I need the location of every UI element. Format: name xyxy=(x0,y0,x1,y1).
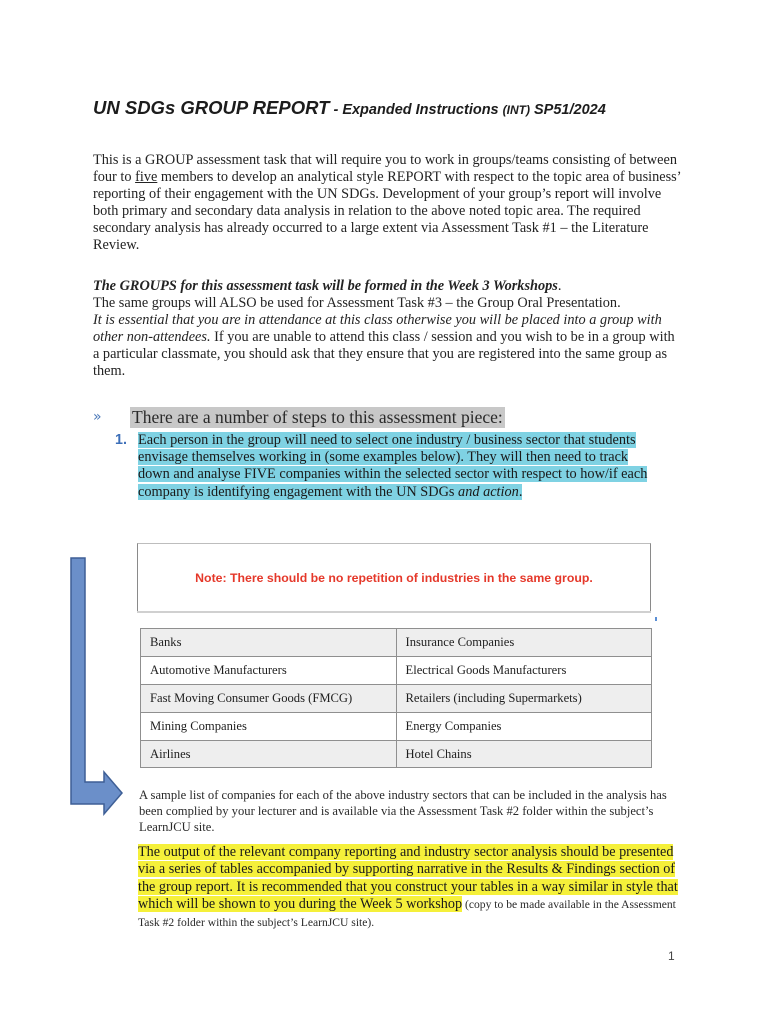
intro-text-2: members to develop an analytical style REPORT with respect to the topic area of business’ reporting of their engagement with the UN SDGs. Development of your group’s report will involve both primary and secondary data analysis in relation to the above noted topic area. The required secondary analysis has already occurred to a large extent via Assessment Task #1 – the Literature Review. xyxy=(93,168,681,253)
decorative-tick xyxy=(655,617,657,621)
output-highlighted: The output of the relevant company reporting and industry sector analysis should be presented via a series of tables accompanied by supporting narrative in the Results & Findings section of the group report. It is recommended that you construct your tables in a way similar in style that which will be shown to you during the Week 5 workshop xyxy=(138,844,678,913)
groups-italic-note: It is essential that you are in attendance at this class otherwise you will be placed into a group with other non-attendees. xyxy=(93,311,662,345)
output-paragraph xyxy=(138,844,678,931)
step-1-number: 1. xyxy=(115,432,127,448)
table-cell: Electrical Goods Manufacturers xyxy=(396,657,652,685)
groups-line-2: The same groups will ALSO be used for Assessment Task #3 – the Group Oral Presentation. xyxy=(93,294,621,311)
table-row xyxy=(141,713,652,741)
intro-text-1: This is a GROUP assessment task that will require you to work in groups/teams consisting of between four to xyxy=(93,152,677,185)
table-cell: Banks xyxy=(141,629,397,657)
table-row xyxy=(141,741,652,768)
table-cell: Energy Companies xyxy=(396,713,652,741)
table-cell: Hotel Chains xyxy=(396,741,652,768)
page-number: 1 xyxy=(668,949,675,963)
industry-sectors-table xyxy=(140,628,652,768)
groups-heading: The GROUPS for this assessment task will be formed in the Week 3 Workshops xyxy=(93,278,558,294)
table-cell: Mining Companies xyxy=(141,713,397,741)
title-code: SP51/2024 xyxy=(529,102,606,118)
table-cell: Insurance Companies xyxy=(396,629,652,657)
intro-underlined: five xyxy=(135,168,158,185)
chevron-bullet-icon: » xyxy=(93,409,102,425)
steps-heading-row xyxy=(93,407,693,429)
output-small-note: (copy to be made available in the Assessment Task #2 folder within the subject’s LearnJCU site). xyxy=(138,898,676,929)
table-cell: Fast Moving Consumer Goods (FMCG) xyxy=(141,685,397,713)
groups-paragraph xyxy=(93,278,683,379)
groups-heading-end: . xyxy=(557,278,562,294)
title-main: UN SDGs GROUP REPORT xyxy=(93,97,330,118)
table-cell: Retailers (including Supermarkets) xyxy=(396,685,652,713)
step-1-italic: and action xyxy=(454,483,519,500)
note-box xyxy=(137,543,651,611)
table-row xyxy=(141,629,652,657)
steps-heading: There are a number of steps to this assessment piece: xyxy=(132,407,503,427)
title-tag: (INT) xyxy=(502,103,530,117)
title-sub: - Expanded Instructions xyxy=(329,102,503,118)
table-row xyxy=(141,657,652,685)
table-cell: Automotive Manufacturers xyxy=(141,657,397,685)
bent-arrow-icon xyxy=(66,556,126,816)
step-1-end: . xyxy=(518,483,523,500)
sample-list-paragraph: A sample list of companies for each of the above industry sectors that can be included in the analysis has been complied by your lecturer and is available via the Assessment Task #2 folder within the subject’s LearnJCU site. xyxy=(139,788,667,834)
intro-paragraph xyxy=(93,152,683,253)
note-text: Note: There should be no repetition of industries in the same group. xyxy=(195,571,593,585)
table-cell: Airlines xyxy=(141,741,397,768)
step-1-body: Each person in the group will need to select one industry / business sector that students envisage themselves working in (some examples below). They will then need to track down and analyse FIVE companies within the selected sector with respect to how/if each company is identifying engagement with the UN SDGs xyxy=(138,432,648,500)
table-row xyxy=(141,685,652,713)
document-title xyxy=(93,97,606,119)
step-1-text xyxy=(138,432,658,501)
groups-rest: If you are unable to attend this class / session and you wish to be in a group with a particular classmate, you should ask that they ensure that you are registered into the same group as them. xyxy=(93,328,675,379)
